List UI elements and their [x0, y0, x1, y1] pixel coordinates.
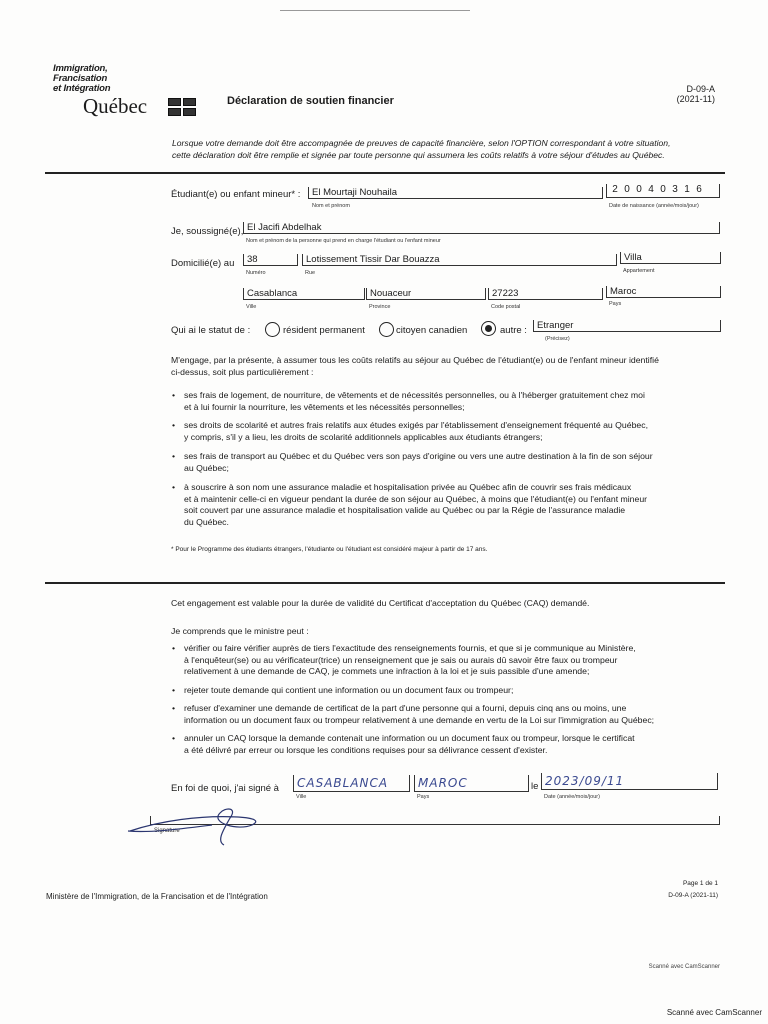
validity-text: Cet engagement est valable pour la durée de validité du Certificat d'acceptation du Québec (CAQ) demandé.	[171, 598, 590, 608]
quebec-flag-icon	[168, 98, 196, 116]
intro-paragraph	[172, 137, 732, 161]
scan-watermark-outer: Scanné avec CamScanner	[666, 1008, 762, 1017]
birth-digit: 2	[612, 184, 618, 195]
signature-caption: Signature	[154, 828, 180, 834]
birth-date-caption: Date de naissance (année/mois/jour)	[609, 203, 699, 209]
birth-digit: 0	[624, 184, 630, 195]
minister-item-line: relativement à une demande de CAQ, je commets une infraction à la loi et je suis passible d'une amende;	[184, 666, 590, 676]
intro-line-2: cette déclaration doit être remplie et signée par toute personne qui assumera les coûts relatifs à votre séjour d'études au Québec.	[172, 150, 665, 160]
footnote: * Pour le Programme des étudiants étrangers, l'étudiante ou l'étudiant est considéré majeur à partir de 17 ans.	[171, 546, 488, 553]
commitment-item-line: • à souscrire à son nom une assurance maladie et hospitalisation privée au Québec afin de couvrir ses frais médicaux	[184, 482, 632, 492]
commitment-item-line: et à lui fournir la nourriture, les vêtements et les nécessités personnelles;	[184, 401, 465, 412]
signing-date-caption: Date (année/mois/jour)	[544, 794, 600, 800]
form-code	[630, 84, 715, 104]
signing-date-field[interactable]: 2023/09/11	[541, 773, 718, 790]
commitment-item-line: • ses frais de logement, de nourriture, de vêtements et de nécessités personnelles, ou à l'héberger gratuitement chez moi	[184, 390, 645, 400]
birth-digit: 0	[660, 184, 666, 195]
city-field[interactable]: Casablanca	[243, 288, 365, 300]
postal-code-caption: Code postal	[491, 304, 521, 310]
section-divider-top	[45, 172, 725, 174]
status-radio-permanent-resident[interactable]	[265, 322, 280, 337]
scan-watermark-inner: Scanné avec CamScanner	[648, 964, 720, 970]
signing-country-field[interactable]: MAROC	[414, 775, 529, 792]
minister-item-line: • rejeter toute demande qui contient une information ou un document faux ou trompeur;	[184, 685, 514, 695]
birth-digit: 1	[684, 184, 690, 195]
minister-intro: Je comprends que le ministre peut :	[171, 626, 309, 636]
postal-code-field[interactable]: 27223	[488, 288, 603, 300]
signing-date-label: le	[531, 781, 539, 792]
country-field[interactable]: Maroc	[606, 286, 721, 298]
commitment-item-line: soit couvert par une assurance maladie et hospitalisation valide au Québec ou par la Régie de l'assurance maladie	[184, 505, 626, 515]
signing-label: En foi de quoi, j'ai signé à	[171, 783, 279, 794]
signing-city-field[interactable]: CASABLANCA	[293, 775, 410, 792]
status-other-caption: (Précisez)	[545, 336, 570, 342]
intro-line-1: Lorsque votre demande doit être accompagnée de preuves de capacité financière, selon l'OPTION correspondant à votre situation,	[172, 138, 671, 148]
birth-digit: 4	[648, 184, 654, 195]
status-option-permanent-resident: résident permanent	[283, 325, 365, 336]
status-radio-other[interactable]	[481, 321, 496, 336]
logo-line-3: et Intégration	[53, 83, 111, 94]
page-number: Page 1 de 1	[682, 880, 718, 887]
birth-digit: 6	[696, 184, 702, 195]
minister-item-reject	[184, 685, 732, 697]
commitment-item-line: • ses droits de scolarité et autres frais relatifs aux études exigés par l'établissement d'enseignement fréquenté au Québec,	[184, 420, 649, 430]
minister-item-line: à l'enquêteur(se) ou au vérificateur(trice) un renseignement que je sais ou aurais dû savoir être faux ou trompeur	[184, 654, 618, 665]
apartment-field[interactable]: Villa	[620, 252, 721, 264]
handwritten-signature-icon	[120, 793, 280, 853]
street-field[interactable]: Lotissement Tissir Dar Bouazza	[302, 254, 617, 266]
birth-digit: 3	[672, 184, 678, 195]
commitment-intro-line-2: ci-dessus, soit plus particulièrement :	[171, 366, 314, 377]
ministry-footer: Ministère de l'Immigration, de la Francisation et de l'Intégration	[46, 892, 268, 901]
minister-item-verify	[184, 643, 732, 678]
minister-item-line: • refuser d'examiner une demande de certificat de la part d'une personne qui a fourni, depuis cinq ans ou moins, une	[184, 703, 627, 713]
declarant-name-field[interactable]: El Jacifi Abdelhak	[243, 222, 720, 234]
city-caption: Ville	[246, 304, 257, 310]
commitment-item-line: et à maintenir celle-ci en vigueur pendant la durée de son séjour au Québec, à moins que l'étudiant(e) ou l'enfant mineur	[184, 493, 648, 504]
logo-line-1: Immigration,	[53, 63, 108, 74]
status-label: Qui ai le statut de :	[171, 325, 251, 336]
commitment-item-line: y compris, s'il y a lieu, les droits de scolarité additionnels applicables aux étudiants étrangers;	[184, 431, 543, 442]
student-name-field[interactable]: El Mourtaji Nouhaila	[308, 187, 603, 199]
minister-item-line: • vérifier ou faire vérifier auprès de tiers l'exactitude des renseignements fournis, et que si je communique au Ministère,	[184, 643, 636, 653]
address-label: Domicilié(e) au	[171, 258, 235, 269]
country-caption: Pays	[609, 301, 622, 307]
street-number-field[interactable]: 38	[243, 254, 298, 266]
commitment-item-line: • ses frais de transport au Québec et du Québec vers son pays d'origine ou vers une autre destination à la fin de son séjour	[184, 451, 653, 461]
birth-digit: 0	[636, 184, 642, 195]
birth-date-field[interactable]	[606, 184, 720, 198]
status-radio-canadian-citizen[interactable]	[379, 322, 394, 337]
section-divider-middle	[45, 582, 725, 584]
status-option-other: autre :	[500, 325, 527, 336]
street-number-caption: Numéro	[246, 270, 266, 276]
minister-item-line: a été délivré par erreur ou lorsque les conditions requises pour sa délivrance cessent d'exister.	[184, 744, 548, 755]
signing-country-caption: Pays	[417, 794, 430, 800]
student-label	[171, 189, 300, 200]
commitment-intro	[171, 355, 731, 378]
commitment-intro-line-1: M'engage, par la présente, à assumer tous les coûts relatifs au séjour au Québec de l'étudiant(e) ou de l'enfant mineur identifié	[171, 355, 659, 365]
province-caption: Province	[369, 304, 391, 310]
commitment-item-line: du Québec.	[184, 516, 229, 527]
street-caption: Rue	[305, 270, 316, 276]
minister-item-line: information ou un document faux ou trompeur relativement à une demande en vertu de la Loi sur l'immigration au Québec;	[184, 714, 655, 725]
apartment-caption: Appartement	[623, 268, 655, 274]
commitment-item-tuition	[184, 420, 732, 443]
status-other-field[interactable]: Etranger	[533, 320, 721, 332]
status-option-canadian-citizen: citoyen canadien	[396, 325, 468, 336]
commitment-item-line: au Québec;	[184, 462, 229, 473]
logo-line-2: Francisation	[53, 73, 108, 84]
signing-city-caption: Ville	[296, 794, 307, 800]
minister-item-line: • annuler un CAQ lorsque la demande contenait une information ou un document faux ou trompeur, lorsque le certificat	[184, 733, 635, 743]
commitment-item-housing	[184, 390, 732, 413]
form-code-id: D-09-A	[686, 84, 715, 94]
minister-item-cancel	[184, 733, 732, 756]
scan-top-line	[280, 10, 470, 11]
province-field[interactable]: Nouaceur	[366, 288, 486, 300]
logo-text	[53, 64, 110, 94]
minister-item-refuse	[184, 703, 732, 726]
commitment-item-insurance	[184, 482, 732, 528]
student-label-text: Étudiant(e) ou enfant mineur	[171, 189, 292, 200]
form-code-version: (2021-11)	[676, 94, 715, 104]
quebec-wordmark: Québec	[83, 94, 148, 118]
student-name-caption: Nom et prénom	[312, 203, 350, 209]
student-asterisk: * :	[291, 189, 301, 200]
commitment-item-transport	[184, 451, 732, 474]
form-title: Déclaration de soutien financier	[227, 95, 394, 107]
declarant-label: Je, soussigné(e),	[171, 226, 244, 237]
declarant-name-caption: Nom et prénom de la personne qui prend en charge l'étudiant ou l'enfant mineur	[246, 238, 441, 244]
footer-code: D-09-A (2021-11)	[668, 892, 718, 899]
